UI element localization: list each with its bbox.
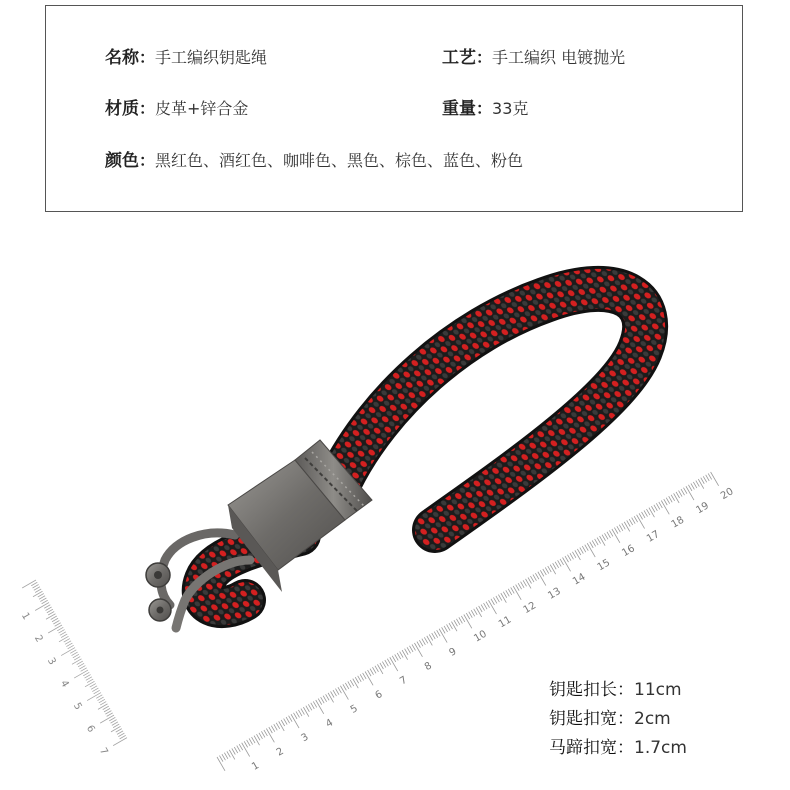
ruler-tick <box>55 623 61 627</box>
ruler-tick <box>111 726 121 732</box>
ruler-tick <box>44 605 50 609</box>
spec-weight <box>442 99 528 119</box>
spec-separator: ： <box>139 99 156 118</box>
ruler-tick <box>64 639 70 643</box>
dimension-label: 马蹄扣宽 <box>549 738 617 758</box>
ruler-tick <box>51 616 57 620</box>
ruler-tick <box>78 663 84 667</box>
spec-separator: ： <box>139 151 156 170</box>
ruler-number: 5 <box>348 703 360 716</box>
dimension-label: 钥匙扣宽 <box>549 709 617 729</box>
ruler-tick <box>87 679 93 683</box>
ruler-tick <box>68 645 74 649</box>
ruler-tick <box>53 621 59 625</box>
ruler-tick <box>61 634 67 638</box>
ruler-number: 8 <box>422 660 434 674</box>
ruler-tick <box>59 636 69 642</box>
ruler-number: 16 <box>620 543 637 560</box>
ruler-number: 1 <box>18 610 32 622</box>
ruler-tick <box>47 609 53 613</box>
ruler-number: 2 <box>31 633 45 645</box>
ruler-number: 15 <box>595 557 613 574</box>
dimension-label: 钥匙扣长 <box>549 680 617 700</box>
ruler-tick <box>117 731 123 735</box>
ruler-tick <box>86 677 92 681</box>
ruler-tick <box>116 729 122 733</box>
spec-material-label: 材质 <box>105 99 139 119</box>
ruler-tick <box>46 607 52 611</box>
ruler-tick <box>85 675 91 679</box>
ruler-number: 13 <box>546 585 563 602</box>
ruler-tick <box>79 666 85 670</box>
ruler-tick <box>81 668 87 672</box>
dimension-value: 2cm <box>634 709 671 729</box>
ruler-tick <box>72 652 78 656</box>
ruler-tick <box>46 614 56 620</box>
spec-material <box>105 99 248 119</box>
dimension-value: 11cm <box>634 680 682 700</box>
ruler-number: 3 <box>44 655 58 667</box>
dimension-list <box>549 676 687 763</box>
spec-craft <box>442 48 625 68</box>
ruler-number: 5 <box>70 700 84 713</box>
ruler-tick <box>96 695 102 699</box>
ruler-tick <box>100 702 106 706</box>
ruler-tick <box>59 630 65 634</box>
ruler-tick <box>33 591 43 597</box>
spec-name-label: 名称 <box>105 48 139 68</box>
ruler-tick <box>66 643 72 647</box>
ruler-number: 6 <box>373 688 385 702</box>
spec-separator: ： <box>139 48 156 67</box>
ruler-tick <box>85 681 95 687</box>
spec-separator: ： <box>476 99 493 118</box>
ruler-tick <box>40 598 46 602</box>
ruler-tick <box>72 659 82 665</box>
ruler-number: 6 <box>83 723 97 735</box>
ruler-tick <box>83 672 89 676</box>
ruler-tick <box>38 594 44 598</box>
ruler-tick <box>90 684 96 688</box>
ruler-tick <box>99 699 105 703</box>
spec-colors-value: 黑红色、酒红色、咖啡色、黑色、棕色、蓝色、粉色 <box>155 151 524 170</box>
dimension-separator: ： <box>617 738 634 758</box>
spec-craft-label: 工艺 <box>442 48 476 68</box>
ruler-number: 10 <box>472 628 489 645</box>
ruler-number: 1 <box>250 760 262 773</box>
ruler-tick <box>112 722 118 726</box>
dimension-separator: ： <box>617 709 634 729</box>
ruler-tick <box>42 600 48 604</box>
ruler-number: 7 <box>96 746 110 758</box>
ruler-tick <box>74 657 80 661</box>
spec-material-value: 皮革+锌合金 <box>155 99 249 118</box>
dimension-row <box>549 676 687 705</box>
ruler-tick <box>107 713 113 717</box>
ruler-number: 17 <box>644 528 662 545</box>
ruler-tick <box>52 618 58 622</box>
ruler-tick <box>104 708 110 712</box>
ruler-number: 19 <box>694 500 711 517</box>
ruler-number: 20 <box>719 486 736 503</box>
spec-weight-label: 重量 <box>442 99 476 119</box>
spec-weight-value: 33克 <box>492 99 529 118</box>
ruler-tick <box>31 582 37 586</box>
ruler-tick <box>39 596 45 600</box>
ruler-tick <box>105 711 111 715</box>
ruler-tick <box>91 686 97 690</box>
ruler-number: 11 <box>496 614 514 631</box>
ruler-tick <box>92 688 98 692</box>
ruler-tick <box>34 587 40 591</box>
ruler-tick <box>60 632 66 636</box>
ruler-tick <box>35 589 41 593</box>
dimension-separator: ： <box>617 680 634 700</box>
spec-craft-value: 手工编织 电镀抛光 <box>492 48 626 67</box>
ruler-number: 3 <box>299 731 311 745</box>
ruler-number: 7 <box>398 674 410 688</box>
spec-name <box>105 48 267 68</box>
dimension-row <box>549 705 687 734</box>
ruler-tick <box>94 690 100 694</box>
ruler-tick <box>120 735 126 739</box>
ruler-tick <box>77 661 83 665</box>
ruler-tick <box>111 720 117 724</box>
ruler-tick <box>98 697 104 701</box>
ruler-tick <box>70 650 76 654</box>
dimension-value: 1.7cm <box>634 738 687 758</box>
ruler-tick <box>118 733 124 737</box>
ruler-number: 9 <box>447 646 459 659</box>
ruler-tick <box>113 724 119 728</box>
ruler-tick <box>65 641 71 645</box>
ruler-tick <box>48 612 54 616</box>
spec-colors-label: 颜色 <box>105 151 139 171</box>
ruler-tick <box>103 706 109 710</box>
spec-colors <box>105 151 523 171</box>
dimension-row <box>549 734 687 763</box>
ruler-tick <box>98 704 108 710</box>
spec-name-value: 手工编织钥匙绳 <box>155 48 268 67</box>
ruler-tick <box>73 654 79 658</box>
ruler-number: 4 <box>324 717 336 731</box>
ruler-number: 2 <box>274 745 286 759</box>
ruler-number: 4 <box>57 678 71 690</box>
ruler-tick <box>33 585 39 589</box>
ruler-small <box>7 580 128 757</box>
ruler-number: 14 <box>570 571 588 588</box>
ruler-number: 12 <box>521 600 539 617</box>
spec-box <box>45 5 743 212</box>
ruler-tick <box>57 627 63 631</box>
ruler-number: 18 <box>669 514 687 531</box>
ruler-tick <box>109 717 115 721</box>
spec-separator: ： <box>476 48 493 67</box>
